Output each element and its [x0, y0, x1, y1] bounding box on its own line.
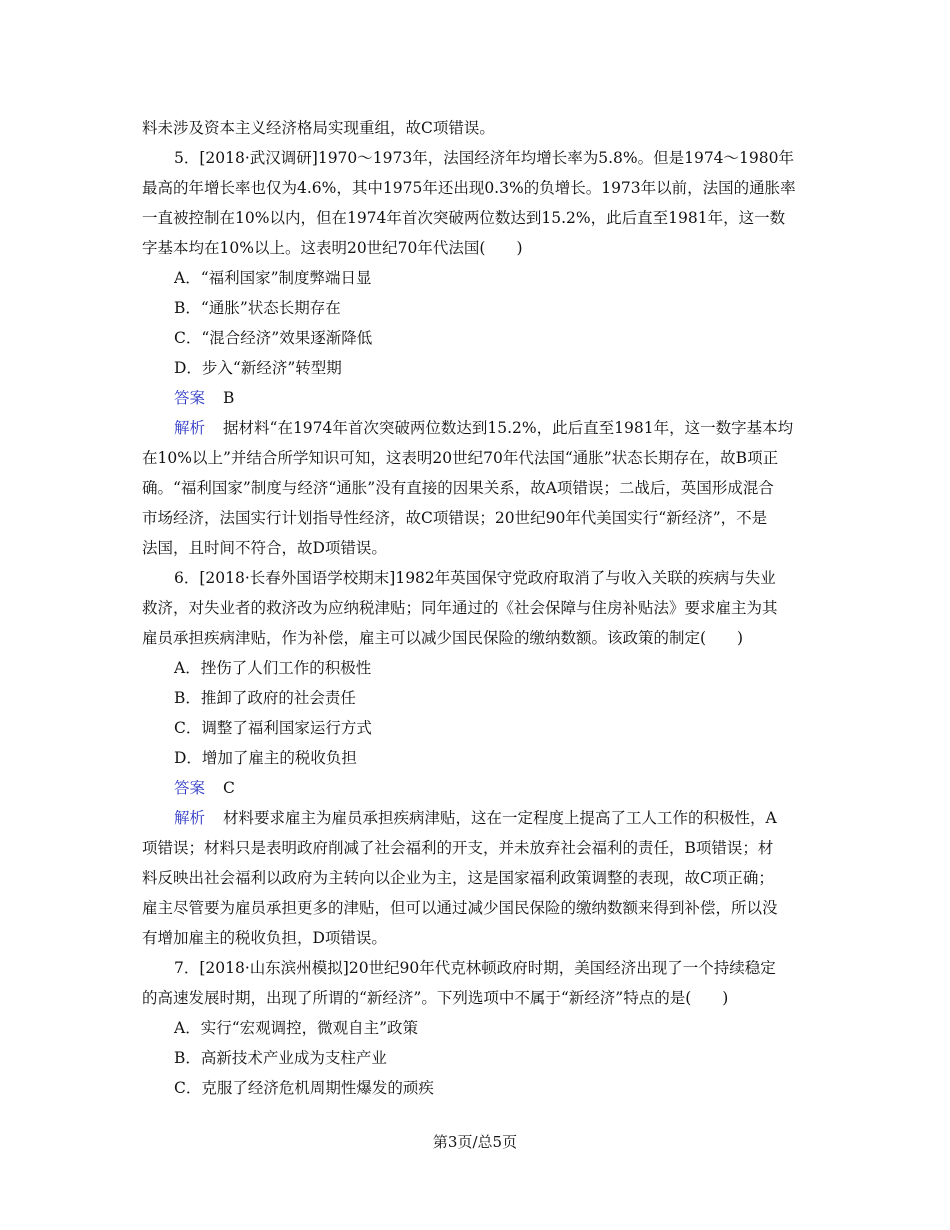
page-number: 第3页/总5页 [432, 1133, 518, 1151]
q6-option-b: B．推卸了政府的社会责任 [174, 689, 356, 707]
q6-stem-line: 救济，对失业者的救济改为应纳税津贴；同年通过的《社会保障与住房补贴法》要求雇主为其 [142, 599, 778, 617]
answer-label: 答案 [174, 779, 206, 797]
q6-stem-line: 雇员承担疾病津贴，作为补偿，雇主可以减少国民保险的缴纳数额。该政策的制定( ) [142, 629, 744, 647]
q7-option-b: B．高新技术产业成为支柱产业 [174, 1049, 387, 1067]
q6-analysis-line: 有增加雇主的税收负担，D项错误。 [142, 929, 387, 947]
q5-option-b: B．“通胀”状态长期存在 [174, 299, 341, 317]
q5-option-c: C．“混合经济”效果逐渐降低 [174, 329, 373, 347]
carryover-line: 料未涉及资本主义经济格局实现重组，故C项错误。 [142, 119, 495, 137]
q5-stem-line: 5．[2018·武汉调研]1970～1973年，法国经济年均增长率为5.8%。但是1974～1980年 [174, 149, 794, 167]
q7-stem-line: 的高速发展时期，出现了所谓的“新经济”。下列选项中不属于“新经济”特点的是( ) [142, 989, 729, 1007]
q7-stem-line: 7．[2018·山东滨州模拟]20世纪90年代克林顿政府时期，美国经济出现了一个持续稳定 [174, 959, 776, 977]
q6-option-d: D．增加了雇主的税收负担 [174, 749, 357, 767]
analysis-text: 材料要求雇主为雇员承担疾病津贴，这在一定程度上提高了工人工作的积极性，A [223, 809, 777, 827]
analysis-text: 据材料“在1974年首次突破两位数达到15.2%，此后直至1981年，这一数字基本均 [223, 419, 794, 437]
analysis-label: 解析 [174, 809, 206, 827]
q5-option-d: D．步入“新经济”转型期 [174, 359, 342, 377]
q6-stem-line: 6．[2018·长春外国语学校期末]1982年英国保守党政府取消了与收入关联的疾病与失业 [174, 569, 776, 587]
q5-analysis-line: 市场经济，法国实行计划指导性经济，故C项错误；20世纪90年代美国实行“新经济”，不是 [142, 509, 768, 527]
q5-option-a: A．“福利国家”制度弊端日显 [174, 269, 372, 287]
q6-analysis-line: 项错误；材料只是表明政府削减了社会福利的开支，并未放弃社会福利的责任，B项错误；材 [142, 839, 774, 857]
q6-option-c: C．调整了福利国家运行方式 [174, 719, 372, 737]
q5-analysis-line [142, 413, 814, 443]
q5-analysis-line: 确。“福利国家”制度与经济“通胀”没有直接的因果关系，故A项错误；二战后，英国形成混合 [142, 479, 774, 497]
q6-answer [142, 773, 814, 803]
answer-value: C [223, 779, 235, 797]
q6-analysis-line: 雇主尽管要为雇员承担更多的津贴，但可以通过减少国民保险的缴纳数额来得到补偿，所以没 [142, 899, 778, 917]
q6-option-a: A．挫伤了人们工作的积极性 [174, 659, 372, 677]
q5-stem-line: 一直被控制在10%以内，但在1974年首次突破两位数达到15.2%，此后直至1981年，这一数 [142, 209, 786, 227]
q6-analysis-line: 料反映出社会福利以政府为主转向以企业为主，这是国家福利政策调整的表现，故C项正确； [142, 869, 774, 887]
page-content [142, 113, 814, 1103]
q5-analysis-line: 在10%以上”并结合所学知识可知，这表明20世纪70年代法国“通胀”状态长期存在，故B项正 [142, 449, 779, 467]
answer-label: 答案 [174, 389, 206, 407]
q5-stem-line: 最高的年增长率也仅为4.6%，其中1975年还出现0.3%的负增长。1973年以前，法国的通胀率 [142, 179, 796, 197]
q5-analysis-line: 法国，且时间不符合，故D项错误。 [142, 539, 387, 557]
q5-stem-line: 字基本均在10%以上。这表明20世纪70年代法国( ) [142, 239, 523, 257]
q7-option-c: C．克服了经济危机周期性爆发的顽疾 [174, 1079, 434, 1097]
answer-value: B [223, 389, 235, 407]
q6-analysis-line [142, 803, 814, 833]
q7-option-a: A．实行“宏观调控，微观自主”政策 [174, 1019, 419, 1037]
q5-answer [142, 383, 814, 413]
analysis-label: 解析 [174, 419, 206, 437]
